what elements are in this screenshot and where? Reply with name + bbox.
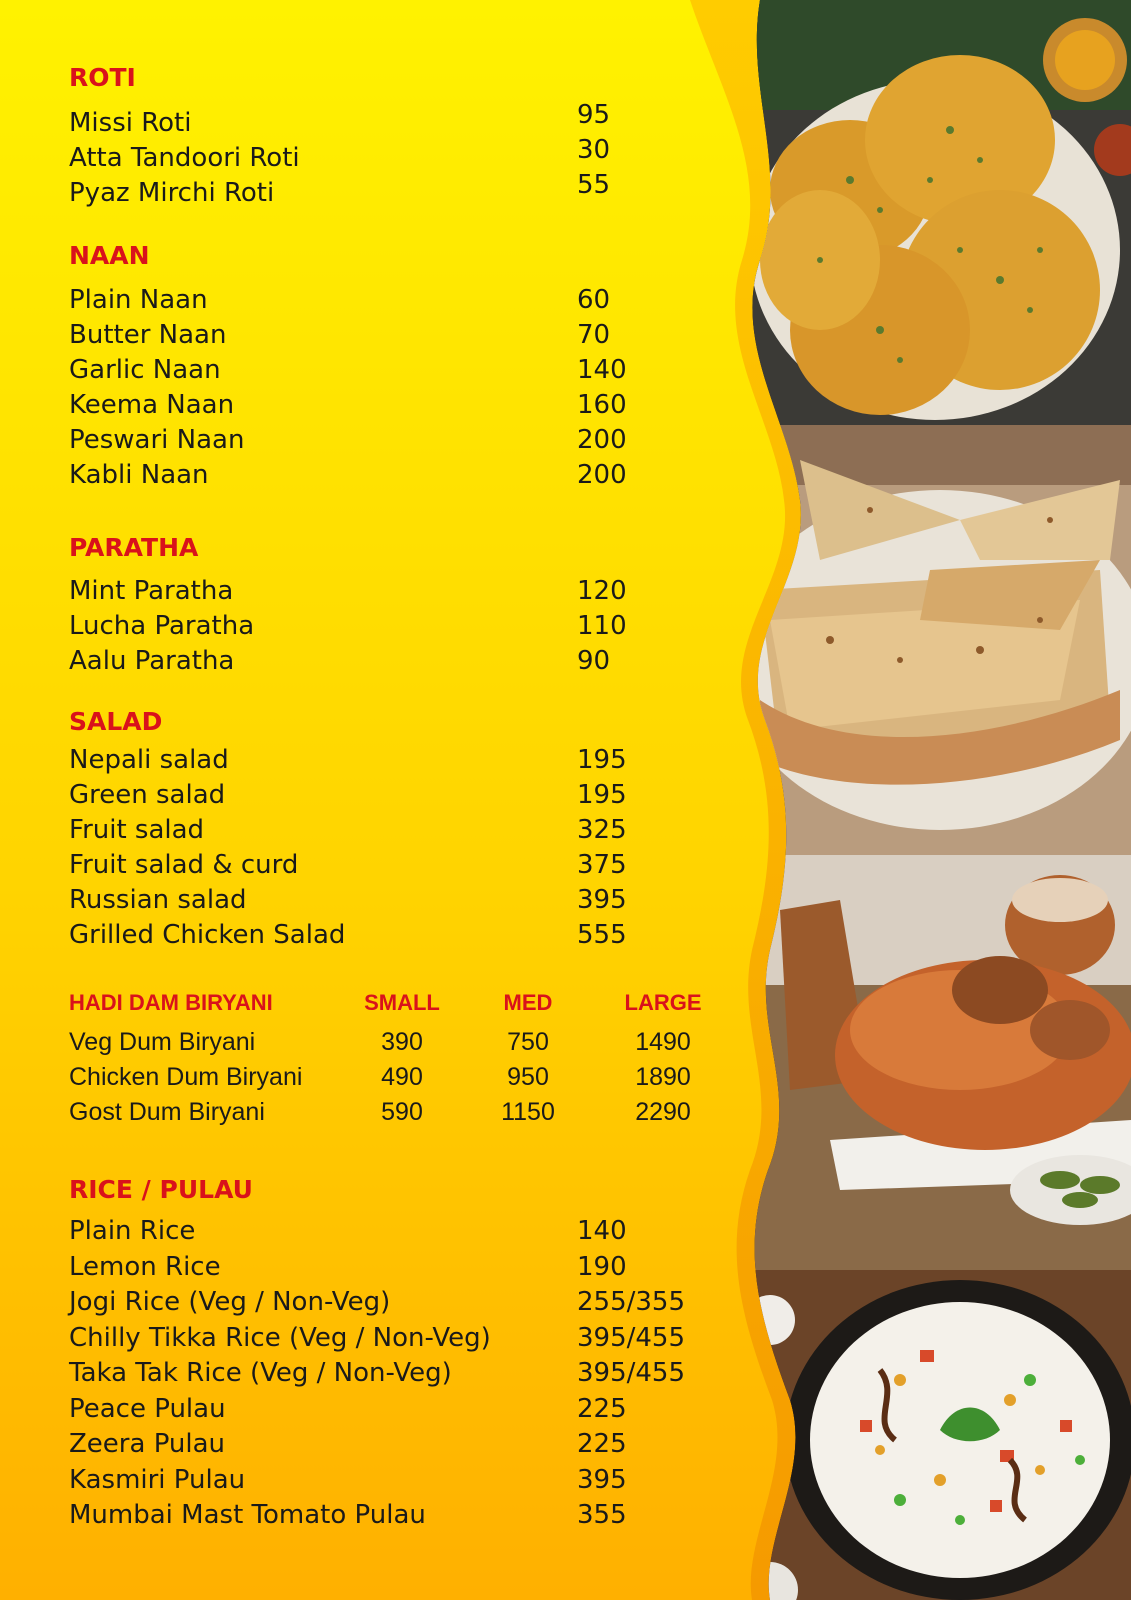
item-name: Mint Paratha bbox=[69, 576, 234, 606]
menu-item bbox=[69, 1392, 709, 1428]
menu-item bbox=[69, 1321, 709, 1357]
item-name: Nepali salad bbox=[69, 745, 229, 775]
section-title-rice: RICE / PULAU bbox=[69, 1175, 253, 1204]
item-price: 200 bbox=[577, 425, 627, 455]
item-price: 255/355 bbox=[577, 1287, 686, 1317]
item-price: 70 bbox=[577, 320, 611, 350]
section-title-roti: ROTI bbox=[69, 63, 136, 92]
price-med: 1150 bbox=[501, 1098, 555, 1126]
item-price: 375 bbox=[577, 850, 627, 880]
menu-item bbox=[69, 1285, 709, 1321]
menu-item bbox=[69, 1498, 709, 1534]
item-price: 395 bbox=[577, 1465, 627, 1495]
item-name: Chilly Tikka Rice (Veg / Non-Veg) bbox=[69, 1323, 491, 1353]
price-med: 950 bbox=[507, 1063, 549, 1091]
section-title-salad: SALAD bbox=[69, 707, 163, 736]
item-name: Garlic Naan bbox=[69, 355, 221, 385]
item-price: 200 bbox=[577, 460, 627, 490]
column-header-large: LARGE bbox=[624, 990, 702, 1015]
menu-item bbox=[69, 170, 709, 212]
menu-item bbox=[69, 1463, 709, 1499]
item-price: 190 bbox=[577, 1252, 627, 1282]
menu-item bbox=[69, 135, 709, 177]
item-price: 90 bbox=[577, 646, 611, 676]
menu-item bbox=[69, 1214, 709, 1250]
section-title-paratha: PARATHA bbox=[69, 533, 199, 562]
menu-item bbox=[69, 609, 709, 645]
price-large: 1490 bbox=[635, 1028, 691, 1056]
item-price: 355 bbox=[577, 1500, 627, 1530]
item-name: Gost Dum Biryani bbox=[69, 1098, 265, 1126]
item-name: Atta Tandoori Roti bbox=[69, 143, 300, 173]
section-title-naan: NAAN bbox=[69, 241, 150, 270]
menu-item bbox=[69, 1250, 709, 1286]
item-name: Peace Pulau bbox=[69, 1394, 226, 1424]
item-name: Peswari Naan bbox=[69, 425, 245, 455]
menu-item bbox=[69, 1356, 709, 1392]
item-name: Veg Dum Biryani bbox=[69, 1028, 256, 1056]
item-price: 325 bbox=[577, 815, 627, 845]
item-name: Fruit salad & curd bbox=[69, 850, 299, 880]
item-name: Lemon Rice bbox=[69, 1252, 221, 1282]
item-name: Lucha Paratha bbox=[69, 611, 255, 641]
item-name: Zeera Pulau bbox=[69, 1429, 226, 1459]
menu-item bbox=[69, 353, 709, 389]
item-price: 140 bbox=[577, 1216, 627, 1246]
biryani-row bbox=[0, 1028, 760, 1060]
menu-item bbox=[69, 883, 709, 919]
item-price: 195 bbox=[577, 745, 627, 775]
item-price: 95 bbox=[577, 100, 611, 130]
item-price: 55 bbox=[577, 170, 611, 200]
item-name: Russian salad bbox=[69, 885, 247, 915]
item-name: Jogi Rice (Veg / Non-Veg) bbox=[69, 1287, 391, 1317]
biryani-row bbox=[0, 1063, 760, 1095]
item-price: 160 bbox=[577, 390, 627, 420]
menu-item bbox=[69, 813, 709, 849]
price-small: 490 bbox=[381, 1063, 423, 1091]
item-price: 60 bbox=[577, 285, 611, 315]
item-name: Aalu Paratha bbox=[69, 646, 235, 676]
item-price: 555 bbox=[577, 920, 627, 950]
item-price: 120 bbox=[577, 576, 627, 606]
menu-item bbox=[69, 423, 709, 459]
item-name: Taka Tak Rice (Veg / Non-Veg) bbox=[69, 1358, 452, 1388]
price-large: 2290 bbox=[635, 1098, 691, 1126]
menu-item bbox=[69, 283, 709, 319]
item-name: Plain Rice bbox=[69, 1216, 196, 1246]
price-med: 750 bbox=[507, 1028, 549, 1056]
biryani-header-row bbox=[0, 990, 760, 1020]
menu-item bbox=[69, 848, 709, 884]
item-price: 30 bbox=[577, 135, 611, 165]
item-price: 395/455 bbox=[577, 1323, 686, 1353]
item-name: Keema Naan bbox=[69, 390, 235, 420]
menu-item bbox=[69, 1427, 709, 1463]
menu-item bbox=[69, 100, 709, 142]
column-header-small: SMALL bbox=[364, 990, 440, 1015]
biryani-row bbox=[0, 1098, 760, 1130]
menu-item bbox=[69, 743, 709, 779]
item-name: Missi Roti bbox=[69, 108, 192, 138]
menu-item bbox=[69, 778, 709, 814]
item-price: 395/455 bbox=[577, 1358, 686, 1388]
item-name: Green salad bbox=[69, 780, 226, 810]
item-name: Fruit salad bbox=[69, 815, 205, 845]
item-price: 110 bbox=[577, 611, 627, 641]
item-name: Kasmiri Pulau bbox=[69, 1465, 246, 1495]
section-title-biryani: HADI DAM BIRYANI bbox=[69, 990, 273, 1015]
item-price: 140 bbox=[577, 355, 627, 385]
price-small: 590 bbox=[381, 1098, 423, 1126]
price-small: 390 bbox=[381, 1028, 423, 1056]
item-price: 225 bbox=[577, 1394, 627, 1424]
item-price: 395 bbox=[577, 885, 627, 915]
menu-item bbox=[69, 574, 709, 610]
item-price: 195 bbox=[577, 780, 627, 810]
item-name: Butter Naan bbox=[69, 320, 227, 350]
item-price: 225 bbox=[577, 1429, 627, 1459]
item-name: Chicken Dum Biryani bbox=[69, 1063, 303, 1091]
menu-item bbox=[69, 318, 709, 354]
column-header-med: MED bbox=[503, 990, 553, 1015]
price-large: 1890 bbox=[635, 1063, 691, 1091]
menu-item bbox=[69, 458, 709, 494]
item-name: Mumbai Mast Tomato Pulau bbox=[69, 1500, 426, 1530]
item-name: Grilled Chicken Salad bbox=[69, 920, 346, 950]
item-name: Plain Naan bbox=[69, 285, 208, 315]
menu-item bbox=[69, 644, 709, 680]
item-name: Pyaz Mirchi Roti bbox=[69, 178, 275, 208]
menu-item bbox=[69, 918, 709, 954]
menu-item bbox=[69, 388, 709, 424]
item-name: Kabli Naan bbox=[69, 460, 209, 490]
